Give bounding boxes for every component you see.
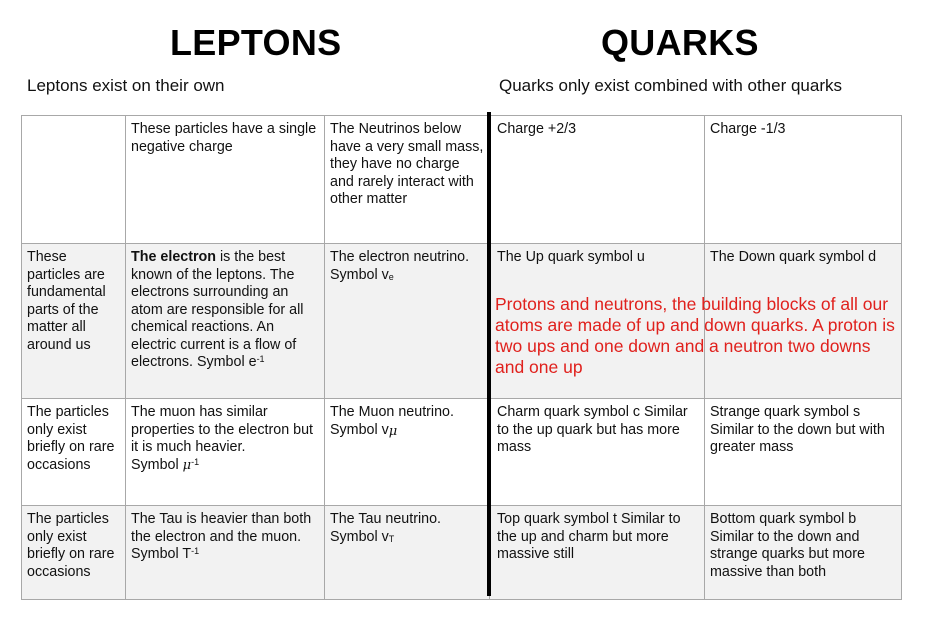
neutrino-symbol: Symbol v — [330, 421, 389, 438]
row-label-cell — [22, 116, 126, 244]
leptons-title: LEPTONS — [170, 22, 342, 63]
electron-charge-superscript: -1 — [256, 354, 265, 364]
up-type-quark-cell: Top quark symbol t Similar to the up and charm but more massive still — [490, 506, 705, 600]
electron-bold-label: The electron — [131, 249, 217, 265]
neutrino-cell: The Neutrinos below have a very small mass, they have no charge and rarely interact with other matter — [325, 116, 490, 244]
electron-description: is the best known of the leptons. The electrons surrounding an atom are responsible for all chemical reactions. An electric current is a flow of electrons. Symbol e — [131, 249, 304, 370]
charged-lepton-cell — [126, 506, 325, 600]
tau-symbol-label: Symbol T — [131, 546, 192, 562]
row-label-cell: These particles are fundamental parts of the matter all around us — [22, 244, 126, 399]
neutrino-symbol: Symbol v — [330, 266, 389, 283]
row-label-cell: The particles only exist briefly on rare occasions — [22, 399, 126, 506]
up-type-quark-cell: Charge +2/3 — [490, 116, 705, 244]
down-type-quark-cell: Bottom quark symbol b Similar to the down and strange quarks but more massive than both — [705, 506, 902, 600]
leptons-subtitle: Leptons exist on their own — [27, 76, 225, 95]
neutrino-symbol: Symbol v — [330, 528, 389, 545]
down-type-quark-cell: Strange quark symbol s Similar to the down but with greater mass — [705, 399, 902, 506]
neutrino-cell — [325, 244, 490, 399]
leptons-quarks-divider — [487, 112, 491, 596]
neutrino-subscript: T — [388, 533, 395, 544]
tau-description: The Tau is heavier than both the electron and the muon. — [131, 511, 312, 545]
tau-charge-superscript: -1 — [191, 546, 200, 556]
charged-lepton-cell — [126, 399, 325, 506]
neutrino-cell — [325, 506, 490, 600]
row-label-cell: The particles only exist briefly on rare occasions — [22, 506, 126, 600]
muon-description: The muon has similar properties to the electron but it is much heavier. — [131, 404, 313, 455]
up-type-quark-cell: Charm quark symbol c Similar to the up quark but has more mass — [490, 399, 705, 506]
table-row-generation-3 — [22, 506, 902, 600]
neutrino-name: The Muon neutrino. — [330, 404, 454, 420]
down-type-quark-cell: Charge -1/3 — [705, 116, 902, 244]
neutrino-cell — [325, 399, 490, 506]
charged-lepton-cell — [126, 244, 325, 399]
proton-neutron-note: Protons and neutrons, the building blocks of all our atoms are made of up and down quarks. A proton is two ups and one down and a neutron two downs and one up — [495, 294, 895, 377]
quarks-title: QUARKS — [601, 22, 759, 63]
table-row-generation-2 — [22, 399, 902, 506]
charged-lepton-cell: These particles have a single negative charge — [126, 116, 325, 244]
neutrino-subscript: μ — [388, 423, 398, 439]
neutrino-name: The Tau neutrino. — [330, 511, 442, 527]
muon-charge-superscript: -1 — [191, 456, 200, 467]
muon-symbol-glyph: μ — [182, 457, 192, 473]
neutrino-name: The electron neutrino. — [330, 249, 470, 265]
neutrino-subscript: e — [388, 271, 394, 282]
quarks-subtitle: Quarks only exist combined with other quarks — [499, 76, 842, 95]
muon-symbol-label: Symbol — [131, 456, 183, 473]
down-type-quark-cell: The Down quark symbol d — [705, 244, 902, 399]
table-row-header — [22, 116, 902, 244]
up-type-quark-cell: The Up quark symbol u — [490, 244, 705, 399]
